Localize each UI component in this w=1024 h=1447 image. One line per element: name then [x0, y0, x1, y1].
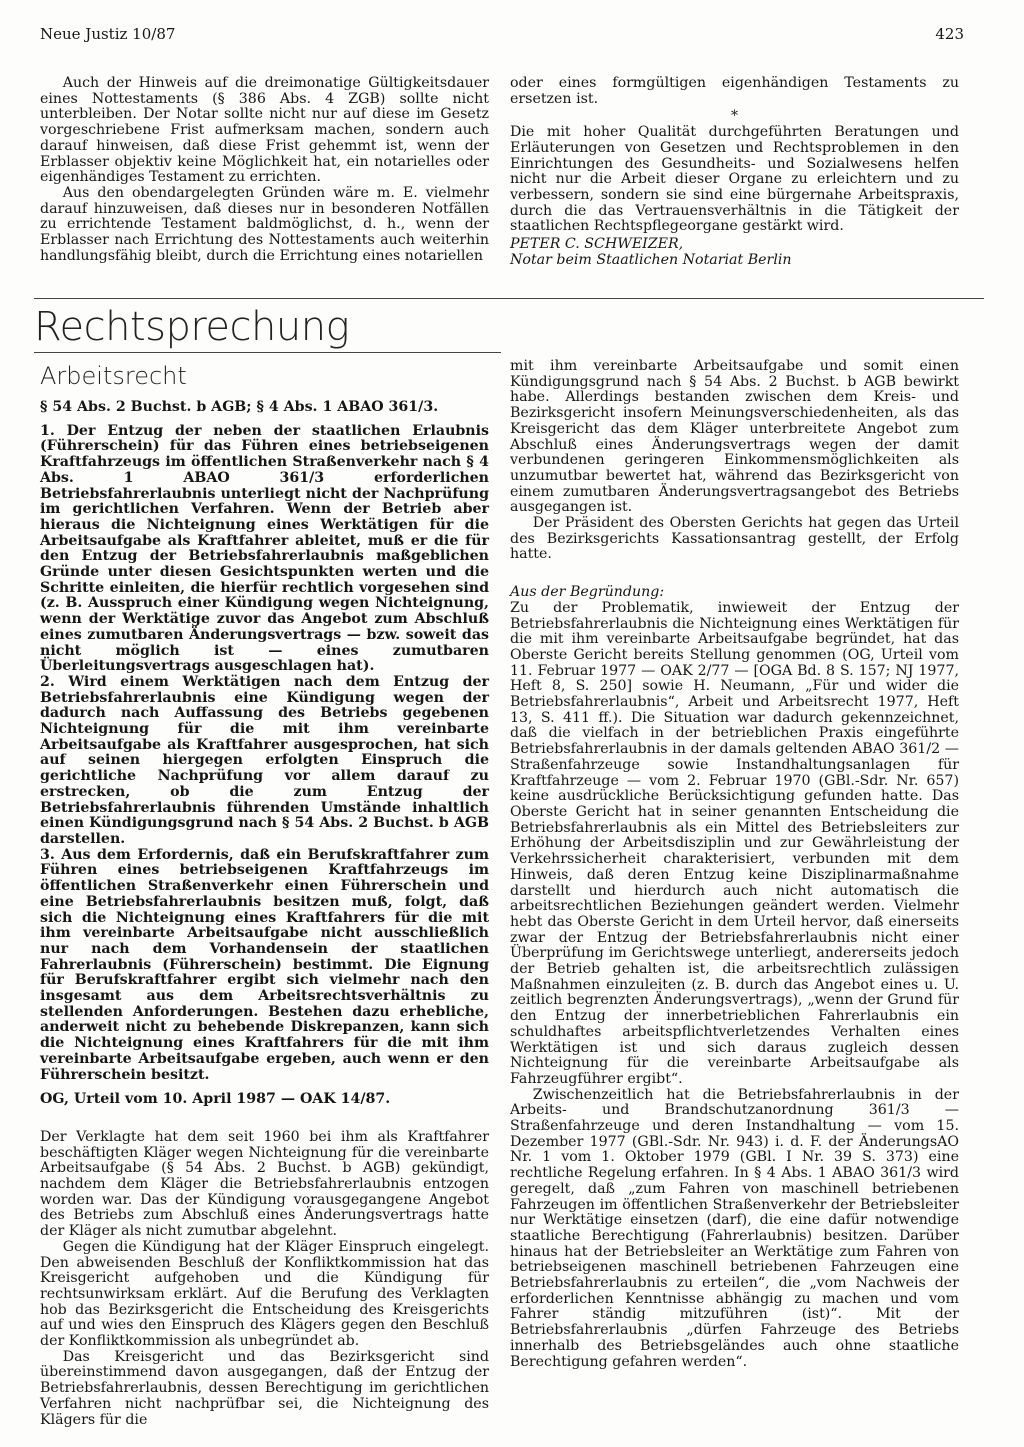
- paragraph: Gegen die Kündigung hat der Kläger Einspruch eingelegt. Den abweisenden Beschluß der Konfliktkommission hat das Kreisgericht aufgehoben und die Kündigung für rechtsunwirksam erklärt. Auf die Berufung des Verklagten hob das Bezirksgericht die Entscheidung des Kreisgerichts auf und wies den Einspruch des Klägers gegen den Beschluß der Konfliktkommission als unbegründet ab.: [40, 1238, 489, 1350]
- page-number: 423: [935, 25, 964, 43]
- journal-title: Neue Justiz 10/87: [40, 25, 176, 43]
- page-header: [40, 18, 964, 44]
- paragraph: oder eines formgültigen eigenhändigen Testaments zu ersetzen ist.: [510, 75, 959, 107]
- paragraph: mit ihm vereinbarte Arbeitsaufgabe und somit einen Kündigungsgrund nach § 54 Abs. 2 Buchst. b AGB bewirkt habe. Allerdings bestanden zwischen dem Kreis- und Bezirksgericht insofern Meinungsverschiedenheiten, als das Kreisgericht das dem Kläger unterbreitete Angebot zum Abschluß eines Änderungsvertrags wegen der damit verbundenen geringeren Einkommensmöglichkeiten als unzumutbar bewertet hat, während das Bezirksgericht von einem zumutbaren Änderungsvertragsangebot des Betriebs ausgegangen ist.: [510, 358, 959, 516]
- reasons-heading: Aus der Begründung:: [510, 584, 665, 601]
- headnote: 3. Aus dem Erfordernis, daß ein Berufskraftfahrer zum Führen eines betriebseigenen Kraftfahrzeugs im öffentlichen Straßenverkehr einen Führerschein und eine Betriebsfahrerlaubnis besitzen muß, folgt, daß sich die Nichteignung eines Kraftfahrers für die mit ihm vereinbarte Arbeitsaufgabe nicht ausschließlich nur nach dem Vorhandensein der staatlichen Fahrerlaubnis (Führerschein) bestimmt. Die Eignung für Berufskraftfahrer ergibt sich vielmehr nach den insgesamt aus dem Arbeitsrechtsverhältnis zu stellenden Anforderungen. Bestehen dazu erhebliche, anderweit nicht zu behebende Diskrepanzen, kann sich die Nichteignung eines Kraftfahrers für die mit ihm vereinbarte Arbeitsaufgabe ergeben, auch wenn er den Führerschein besitzt.: [40, 846, 489, 1083]
- section-divider: [34, 298, 984, 299]
- headnote: 1. Der Entzug der neben der staatlichen Erlaubnis (Führerschein) für das Führen eines betriebseigenen Kraftfahrzeugs im öffentlichen Straßenverkehr nach § 4 Abs. 1 ABAO 361/3 erforderlichen Betriebsfahrerlaubnis unterliegt nicht der Nachprüfung im gerichtlichen Verfahren. Wenn der Betrieb aber hieraus die Nichteignung eines Werktätigen für die Arbeitsaufgabe als Kraftfahrer ableitet, muß er die für den Entzug der Betriebsfahrerlaubnis maßgeblichen Gründe unter diesen Gesichtspunkten werten und die Schritte einleiten, die hierfür rechtlich vorgesehen sind (z. B. Ausspruch einer Kündigung wegen Nichteignung, wenn der Werktätige zuvor das Angebot zum Abschluß eines zumutbaren Änderungsvertrags — bzw. soweit das nicht möglich ist — eines zumutbaren Überleitungsvertrags ausgeschlagen hat).: [40, 422, 489, 675]
- paragraph: Auch der Hinweis auf die dreimonatige Gültigkeitsdauer eines Nottestaments (§ 386 Abs. 4 ZGB) sollte nicht unterbleiben. Der Notar sollte nicht nur auf diese im Gesetz vorgeschriebene Frist aufmerksam machen, sondern auch darauf hinweisen, daß diese Frist gehemmt ist, wenn der Erblasser objektiv keine Möglichkeit hat, ein notarielles oder eigenhändiges Testament zu errichten.: [40, 75, 489, 186]
- section-title-underline: [34, 352, 501, 353]
- separator-asterisk: *: [730, 108, 739, 125]
- paragraph: Der Präsident des Obersten Gerichts hat gegen das Urteil des Bezirksgerichts Kassationsantrag gestellt, der Erfolg hatte.: [510, 515, 959, 563]
- paragraph: Zwischenzeitlich hat die Betriebsfahrerlaubnis in der Arbeits- und Brandschutzanordnung 361/3 — Straßenfahrzeuge und deren Instandhaltung — vom 15. Dezember 1977 (GBl.-Sdr. Nr. 943) i. d. F. der ÄnderungsAO Nr. 1 vom 1. Oktober 1979 (GBl. I Nr. 39 S. 373) eine rechtliche Regelung erfahren. In § 4 Abs. 1 ABAO 361/3 wird geregelt, daß „zum Fahren von maschinell betriebenen Fahrzeugen im öffentlichen Straßenverkehr der Betriebsleiter nur Werktätige einsetzen (darf), die eine dafür notwendige staatliche Berechtigung (Fahrerlaubnis) besitzen. Darüber hinaus hat der Betriebsleiter an Werktätige zum Fahren von betriebseigenen maschinell betriebenen Fahrzeugen eine Betriebsfahrerlaubnis zu erteilen“, die „vom Nachweis der erforderlichen Kenntnisse abhängig zu machen und vom Fahrer ständig mitzuführen (ist)“. Mit der Betriebsfahrerlaubnis „dürfen Fahrzeuge des Betriebs innerhalb des Betriebsgeländes auch ohne staatliche Berechtigung gefahren werden“.: [510, 1086, 959, 1370]
- author-role: Notar beim Staatlichen Notariat Berlin: [510, 251, 792, 268]
- decision-citation: OG, Urteil vom 10. April 1987 — OAK 14/87.: [40, 1091, 391, 1108]
- paragraph: Aus den obendargelegten Gründen wäre m. E. vielmehr darauf hinzuweisen, daß dieses nur in besonderen Notfällen zu errichtende Testament baldmöglichst, d. h., wenn der Erblasser nach Errichtung des Nottestaments auch weiterhin handlungsfähig bleibt, durch die Errichtung eines notariellen: [40, 184, 489, 264]
- paragraph: Zu der Problematik, inwieweit der Entzug der Betriebsfahrerlaubnis die Nichteignung eines Werktätigen für die mit ihm vereinbarte Arbeitsaufgabe begründet, hat das Oberste Gericht bereits Stellung genommen (OG, Urteil vom 11. Februar 1977 — OAK 2/77 — [OGA Bd. 8 S. 157; NJ 1977, Heft 8, S. 250] sowie H. Neumann, „Für und wider die Betriebsfahrerlaubnis“, Arbeit und Arbeitsrecht 1977, Heft 13, S. 411 ff.). Die Situation war dadurch gekennzeichnet, daß die vielfach in der betrieblichen Praxis eingeführte Betriebsfahrerlaubnis in der damals geltenden ABAO 361/2 — Straßenfahrzeuge sowie Instandhaltungsanlagen für Kraftfahrzeuge — vom 2. Februar 1970 (GBl.-Sdr. Nr. 657) keine ausdrückliche Berücksichtigung gefunden hatte. Das Oberste Gericht hat in seiner genannten Entscheidung die Betriebsfahrerlaubnis als ein Mittel des Betriebsleiters zur Erhöhung der Arbeitsdisziplin und zur Gewährleistung der Verkehrssicherheit charakterisiert, verbunden mit dem Hinweis, daß deren Entzug keine Disziplinarmaßnahme darstellt und hierdurch auch nicht automatisch die arbeitsrechtlichen Beziehungen geändert werden. Vielmehr hebt das Oberste Gericht in dem Urteil hervor, daß einerseits zwar der Entzug der Betriebsfahrerlaubnis nicht einer Überprüfung im Gerichtswege unterliegt, andererseits jedoch der Betrieb gehalten ist, die arbeitsrechtlich zulässigen Maßnahmen einzuleiten (z. B. durch das Angebot eines u. U. zeitlich begrenzten Änderungsvertrags), „wenn der Grund für den Entzug der innerbetrieblichen Fahrerlaubnis ein schuldhaftes arbeitspflichtverletzendes Verhalten eines Werktätigen ist und sich daraus zugleich dessen Nichteignung für die vereinbarte Arbeitsaufgabe als Fahrzeugführer ergibt“.: [510, 599, 959, 1087]
- norms-reference: § 54 Abs. 2 Buchst. b AGB; § 4 Abs. 1 ABAO 361/3.: [40, 399, 439, 415]
- subsection-title: Arbeitsrecht: [40, 362, 187, 390]
- paragraph: Das Kreisgericht und das Bezirksgericht sind übereinstimmend davon ausgegangen, daß der Entzug der Betriebsfahrerlaubnis, dessen Berechtigung im gerichtlichen Verfahren nicht nachprüfbar sei, die Nichteignung des Klägers für die: [40, 1348, 489, 1428]
- author-name: PETER C. SCHWEIZER,: [510, 236, 684, 253]
- main-right-column: [510, 359, 959, 1370]
- main-left-column: [40, 356, 489, 1428]
- section-title: Rechtsprechung: [34, 304, 350, 350]
- top-right-column: [510, 76, 959, 268]
- headnote: 2. Wird einem Werktätigen nach dem Entzug der Betriebsfahrerlaubnis eine Kündigung wegen der dadurch nach Auffassung des Betriebs gegebenen Nichteignung für die mit ihm vereinbarte Arbeitsaufgabe als Kraftfahrer ausgesprochen, hat sich auf seinen hiergegen erfolgten Einspruch die gerichtliche Nachprüfung vor allem darauf zu erstrecken, ob die zum Entzug der Betriebsfahrerlaubnis führenden Umstände inhaltlich einen Kündigungsgrund nach § 54 Abs. 2 Buchst. b AGB darstellen.: [40, 673, 489, 847]
- paragraph: Die mit hoher Qualität durchgeführten Beratungen und Erläuterungen von Gesetzen und Rechtsproblemen in den Einrichtungen des Gesundheits- und Sozialwesens helfen nicht nur die Arbeit dieser Organe zu erleichtern und zu verbessern, sondern sie sind eine bürgernahe Arbeitspraxis, durch die das Vertrauensverhältnis in die Tätigkeit der staatlichen Rechtspflegeorgane gestärkt wird.: [510, 124, 959, 235]
- top-left-column: [40, 76, 489, 264]
- paragraph: Der Verklagte hat dem seit 1960 bei ihm als Kraftfahrer beschäftigten Kläger wegen Nichteignung für die vereinbarte Arbeitsaufgabe (§ 54 Abs. 2 Buchst. b AGB) gekündigt, nachdem dem Kläger die Betriebsfahrerlaubnis entzogen worden war. Das der Kündigung vorausgegangene Angebot des Betriebs zum Abschluß eines Änderungsvertrags hatte der Kläger als nicht zumutbar abgelehnt.: [40, 1128, 489, 1240]
